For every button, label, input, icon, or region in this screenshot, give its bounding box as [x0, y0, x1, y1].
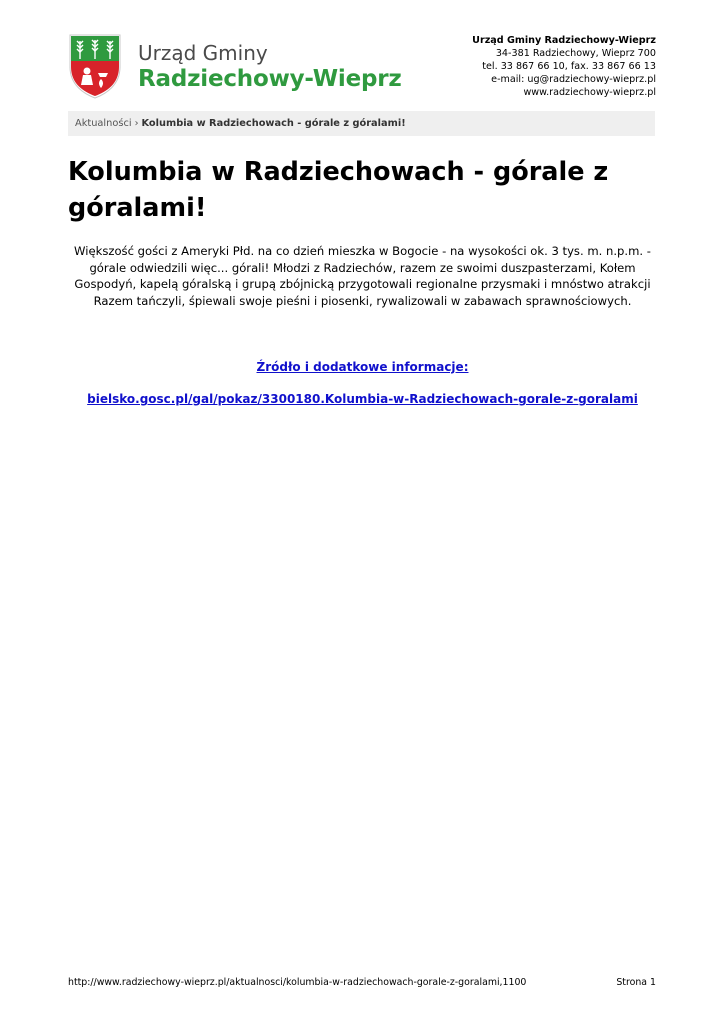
article-body: Większość gości z Ameryki Płd. na co dzień mieszka w Bogocie - na wysokości ok. 3 tys. m. n.p.m. - górale odwiedzili więc... górali! Młodzi z Radziechów, razem ze swoimi duszpasterzami, Kołem Gospodyń, kapelą góralską i grupą zbójnicką przygotowali regionalne przysmaki i mnóstwo atrakcji Razem tańczyli, śpiewali swoje pieśni i piosenki, rywalizowali w zabawach sprawnościowych. — [74, 244, 651, 308]
contact-organization: Urząd Gminy Radziechowy-Wieprz — [472, 35, 656, 46]
page-number: Strona 1 — [616, 977, 656, 988]
breadcrumb — [68, 111, 655, 136]
breadcrumb-current: Kolumbia w Radziechowach - górale z góralami! — [141, 118, 406, 129]
brand-name-top: Urząd Gminy — [138, 41, 268, 65]
contact-website[interactable]: www.radziechowy-wieprz.pl — [523, 87, 656, 98]
breadcrumb-separator: › — [134, 118, 139, 129]
site-logo[interactable] — [68, 33, 402, 99]
source-label — [68, 360, 657, 374]
article-title: Kolumbia w Radziechowach - górale z góralami! — [68, 157, 609, 223]
contact-address: 34-381 Radziechowy, Wieprz 700 — [495, 48, 656, 59]
contact-email[interactable]: e-mail: ug@radziechowy-wieprz.pl — [491, 74, 656, 85]
contact-info — [472, 34, 656, 99]
breadcrumb-aktualnosci-link[interactable]: Aktualności — [75, 118, 132, 129]
contact-phone: tel. 33 867 66 10, fax. 33 867 66 13 — [482, 61, 656, 72]
brand-name-main: Radziechowy-Wieprz — [138, 66, 402, 92]
footer-url: http://www.radziechowy-wieprz.pl/aktualnosci/kolumbia-w-radziechowach-gorale-z-goralami,1100 — [68, 977, 527, 988]
coat-of-arms-icon — [68, 33, 122, 99]
source-link[interactable]: bielsko.gosc.pl/gal/pokaz/3300180.Kolumbia-w-Radziechowach-gorale-z-goralami — [87, 392, 638, 406]
source-label-link[interactable]: Źródło i dodatkowe informacje: — [256, 360, 469, 374]
source-link-row — [68, 392, 657, 406]
